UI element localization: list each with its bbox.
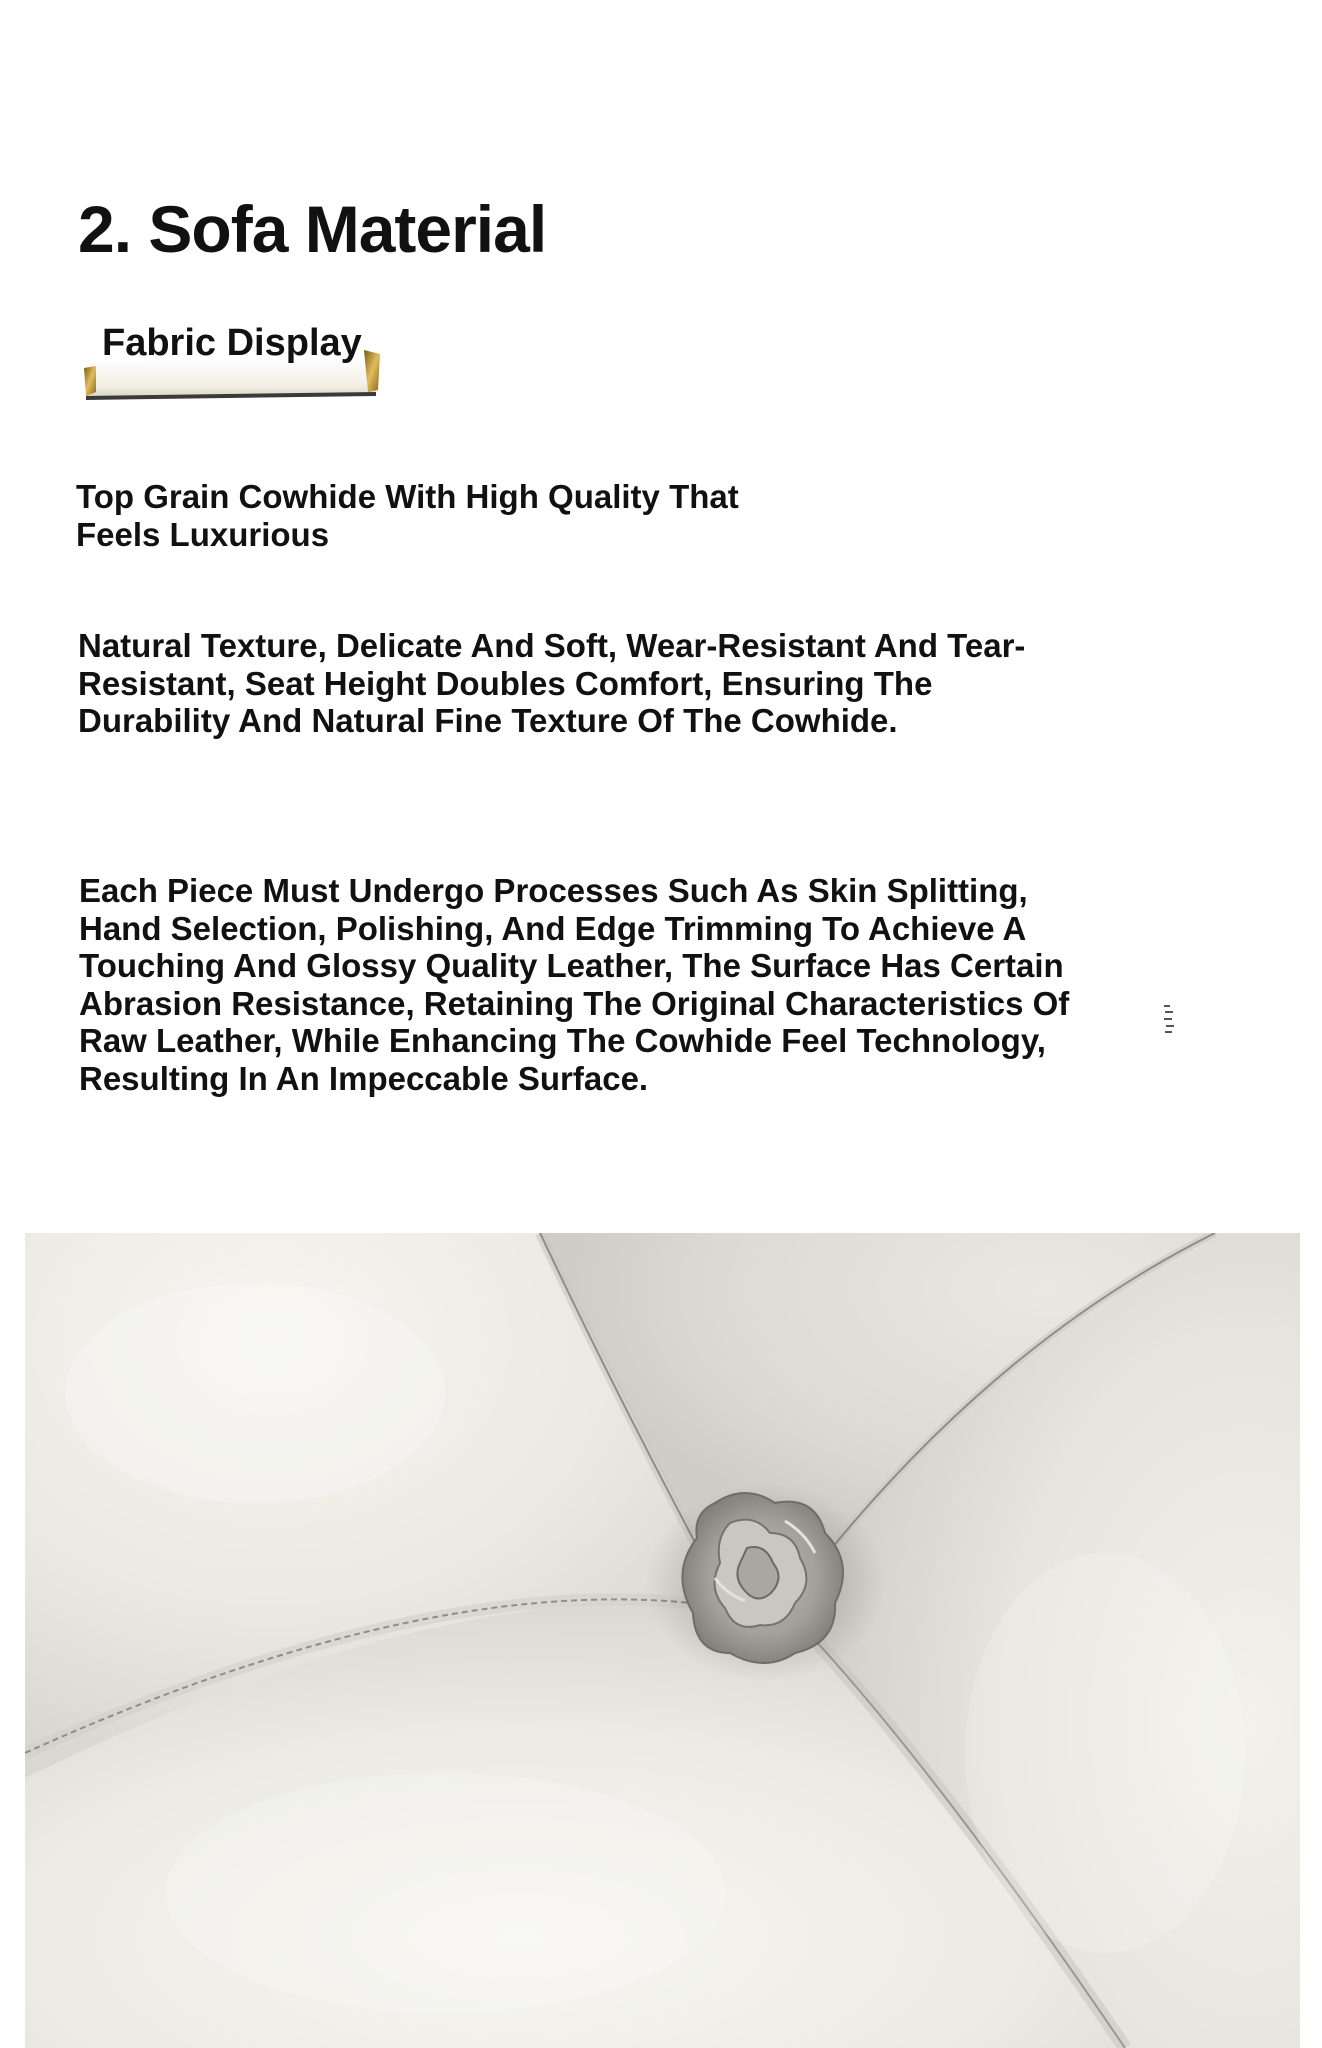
tuft-button-icon <box>682 1493 843 1663</box>
leather-closeup-photo <box>25 1233 1300 2048</box>
badge-label: Fabric Display <box>102 322 362 364</box>
section-title: 2. Sofa Material <box>78 192 547 266</box>
fabric-display-badge <box>82 322 382 402</box>
description-paragraph: Natural Texture, Delicate And Soft, Wear-Resistant And Tear-Resistant, Seat Height Doubles Comfort, Ensuring The Durability And Natural Fine Texture Of The Cowhide. <box>78 627 1026 739</box>
subheading: Top Grain Cowhide With High Quality That Feels Luxurious <box>76 478 739 553</box>
decorative-mark-icon <box>1160 1002 1180 1036</box>
tufted-leather-image <box>25 1233 1300 2048</box>
process-paragraph: Each Piece Must Undergo Processes Such As Skin Splitting, Hand Selection, Polishing, And Edge Trimming To Achieve A Touching And Glossy Quality Leather, The Surface Has Certain Abrasion Resistance, Retaining The Original Characteristics Of Raw Leather, While Enhancing The Cowhide Feel Technology, Resulting In An Impeccable Surface. <box>79 872 1070 1097</box>
